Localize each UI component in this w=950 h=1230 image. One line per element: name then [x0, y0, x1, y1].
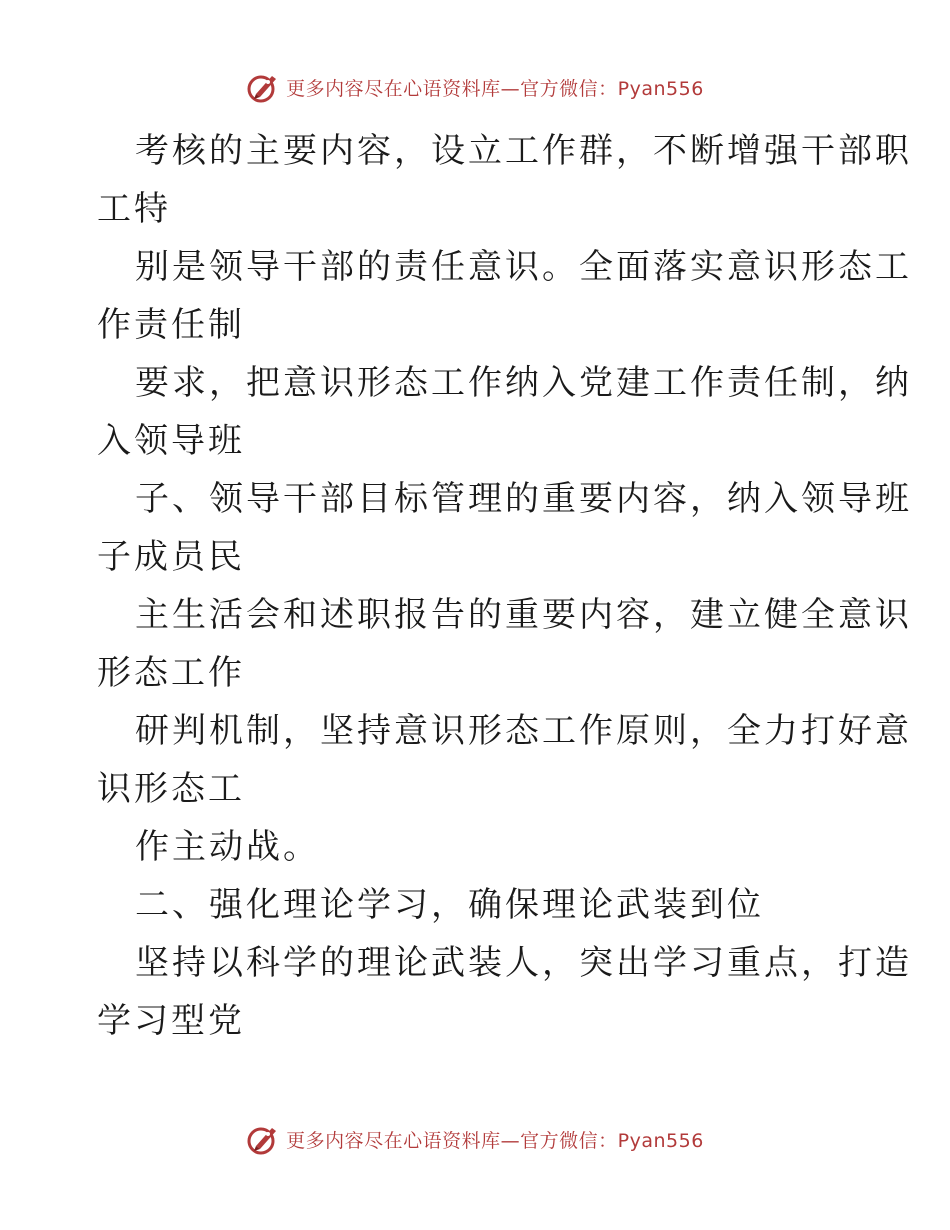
text-line: 坚持以科学的理论武装人，突出学习重点，打造 [135, 943, 912, 983]
text-line: 研判机制，坚持意识形态工作原则，全力打好意 [135, 711, 912, 751]
text-line: 主生活会和述职报告的重要内容，建立健全意识 [135, 595, 912, 635]
watermark-text: 更多内容尽在心语资料库—官方微信：Pyan556 [286, 1129, 704, 1152]
text-line: 作主动战。 [135, 827, 320, 867]
text-line: 考核的主要内容，设立工作群，不断增强干部职 [135, 131, 912, 171]
header-watermark [0, 70, 950, 104]
text-line: 工特 [97, 189, 171, 229]
document-body [97, 122, 912, 1050]
watermark-text: 更多内容尽在心语资料库—官方微信：Pyan556 [286, 77, 704, 100]
text-line: 识形态工 [97, 769, 245, 809]
quill-pen-logo-icon [246, 1122, 280, 1156]
text-line: 形态工作 [97, 653, 245, 693]
text-line: 学习型党 [97, 1001, 245, 1041]
quill-pen-logo-icon [246, 70, 280, 104]
footer-watermark [0, 1122, 950, 1156]
text-line: 子成员民 [97, 537, 245, 577]
text-line: 二、强化理论学习，确保理论武装到位 [135, 885, 764, 925]
text-line: 别是领导干部的责任意识。全面落实意识形态工 [135, 247, 912, 287]
text-line: 子、领导干部目标管理的重要内容，纳入领导班 [135, 479, 912, 519]
text-line: 要求，把意识形态工作纳入党建工作责任制，纳 [135, 363, 912, 403]
text-line: 作责任制 [97, 305, 245, 345]
text-line: 入领导班 [97, 421, 245, 461]
